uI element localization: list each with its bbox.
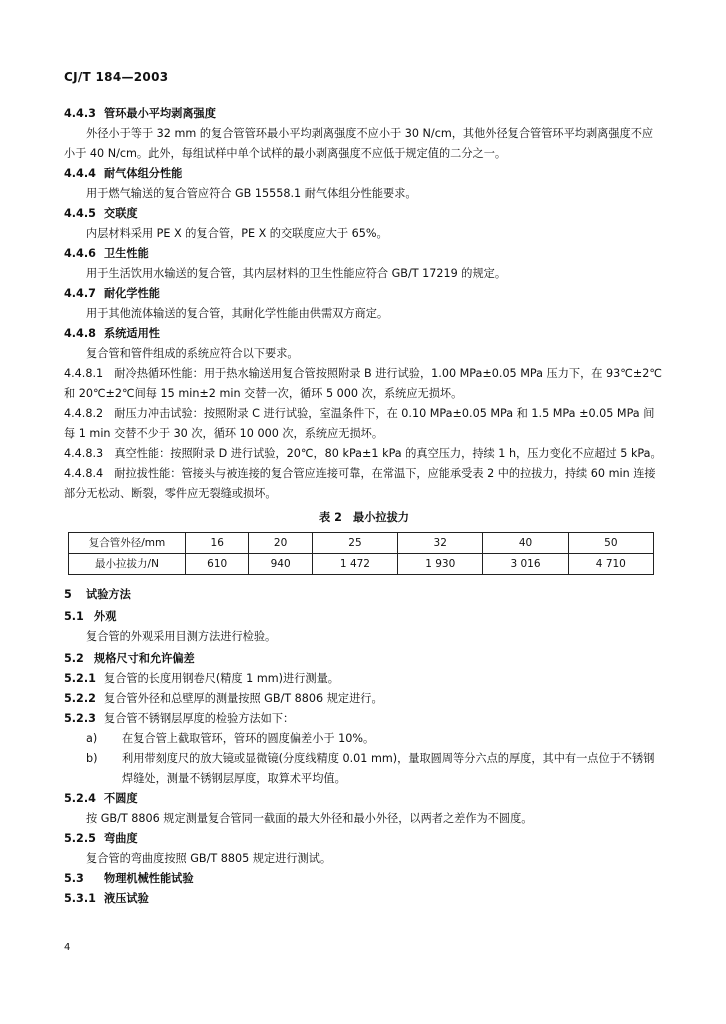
document-body xyxy=(64,104,664,909)
clause-4-4-8-3: 4.4.8.3 真空性能：按照附录 D 进行试验，20℃，80 kPa±1 kPa 的真空压力，持续 1 h，压力变化不应超过 5 kPa。 xyxy=(64,447,662,460)
row-label: 复合管外径/mm xyxy=(69,533,186,554)
table-cell: 25 xyxy=(312,533,397,554)
list-item: b) 利用带刻度尺的放大镜或显微镜(分度线精度 0.01 mm)，量取圆周等分六点的厚度，其中有一点位于不锈钢焊缝处，测量不锈钢层厚度，取算术平均值。 xyxy=(86,752,655,785)
page-number: 4 xyxy=(64,942,71,953)
section-heading-5-2-5: 5.2.5 弯曲度 xyxy=(64,832,138,845)
table-cell: 610 xyxy=(186,554,249,575)
paragraph: 外径小于等于 32 mm 的复合管管环最小平均剥离强度不应小于 30 N/cm，其他外径复合管管环平均剥离强度不应小于 40 N/cm。此外，每组试样中单个试样的最小剥离强度不应低于规定值的二分之一。 xyxy=(64,127,654,160)
paragraph: 复合管的外观采用目测方法进行检验。 xyxy=(86,630,277,643)
clause-5-2-2: 5.2.2 复合管外径和总壁厚的测量按照 GB/T 8806 规定进行。 xyxy=(64,692,383,705)
table-cell: 16 xyxy=(186,533,249,554)
section-heading-4-4-7: 4.4.7 耐化学性能 xyxy=(64,287,160,300)
standard-code: CJ/T 184—2003 xyxy=(64,70,169,84)
table-cell: 40 xyxy=(483,533,568,554)
paragraph: 用于燃气输送的复合管应符合 GB 15558.1 耐气体组分性能要求。 xyxy=(86,187,417,200)
section-heading-4-4-8: 4.4.8 系统适用性 xyxy=(64,327,160,340)
table-cell: 940 xyxy=(249,554,312,575)
paragraph: 复合管和管件组成的系统应符合以下要求。 xyxy=(86,347,299,360)
pull-force-table xyxy=(68,532,654,575)
clause-5-2-1: 5.2.1 复合管的长度用钢卷尺(精度 1 mm)进行测量。 xyxy=(64,672,339,685)
clause-4-4-8-1: 4.4.8.1 耐冷热循环性能：用于热水输送用复合管按照附录 B 进行试验，1.00 MPa±0.05 MPa 压力下，在 93℃±2℃和 20℃±2℃间每 15 min±2 min 交替一次，循环 5 000 次，系统应无损坏。 xyxy=(64,367,662,400)
table-cell: 4 710 xyxy=(568,554,653,575)
section-heading-4-4-5: 4.4.5 交联度 xyxy=(64,207,138,220)
table-cell: 20 xyxy=(249,533,312,554)
section-heading-5-2: 5.2 规格尺寸和允许偏差 xyxy=(64,652,195,665)
row-label: 最小拉拔力/N xyxy=(69,554,186,575)
table-cell: 32 xyxy=(398,533,483,554)
section-heading-4-4-3: 4.4.3 管环最小平均剥离强度 xyxy=(64,107,216,120)
paragraph: 用于其他流体输送的复合管，其耐化学性能由供需双方商定。 xyxy=(86,307,389,320)
table-cell: 3 016 xyxy=(483,554,568,575)
section-heading-4-4-4: 4.4.4 耐气体组分性能 xyxy=(64,167,183,180)
paragraph: 复合管的弯曲度按照 GB/T 8805 规定进行测试。 xyxy=(86,852,332,865)
table-row xyxy=(69,533,654,554)
section-heading-5-3: 5.3 物理机械性能试验 xyxy=(64,872,194,885)
table-cell: 1 930 xyxy=(398,554,483,575)
table-cell: 50 xyxy=(568,533,653,554)
section-heading-5-3-1: 5.3.1 液压试验 xyxy=(64,892,149,905)
section-heading-5-2-4: 5.2.4 不圆度 xyxy=(64,792,138,805)
list-item: a) 在复合管上截取管环，管环的圆度偏差小于 10%。 xyxy=(86,732,375,745)
section-heading-5-1: 5.1 外观 xyxy=(64,610,117,623)
clause-4-4-8-4: 4.4.8.4 耐拉拔性能：管接头与被连接的复合管应连接可靠，在常温下，应能承受表 2 中的拉拔力，持续 60 min 连接部分无松动、断裂，零件应无裂缝或损坏。 xyxy=(64,467,656,500)
table-cell: 1 472 xyxy=(312,554,397,575)
clause-4-4-8-2: 4.4.8.2 耐压力冲击试验：按照附录 C 进行试验，室温条件下，在 0.10 MPa±0.05 MPa 和 1.5 MPa ±0.05 MPa 间每 1 min 交替不少于 30 次，循环 10 000 次，系统应无损坏。 xyxy=(64,407,655,440)
table-row xyxy=(69,554,654,575)
paragraph: 用于生活饮用水输送的复合管，其内层材料的卫生性能应符合 GB/T 17219 的规定。 xyxy=(86,267,507,280)
section-heading-4-4-6: 4.4.6 卫生性能 xyxy=(64,247,149,260)
table-caption: 表 2 最小拉拔力 xyxy=(319,511,409,524)
paragraph: 按 GB/T 8806 规定测量复合管同一截面的最大外径和最小外径，以两者之差作为不圆度。 xyxy=(86,812,533,825)
clause-5-2-3: 5.2.3 复合管不锈钢层厚度的检验方法如下： xyxy=(64,712,295,725)
section-heading-5: 5 试验方法 xyxy=(64,588,131,601)
paragraph: 内层材料采用 PE X 的复合管，PE X 的交联度应大于 65%。 xyxy=(86,227,388,240)
